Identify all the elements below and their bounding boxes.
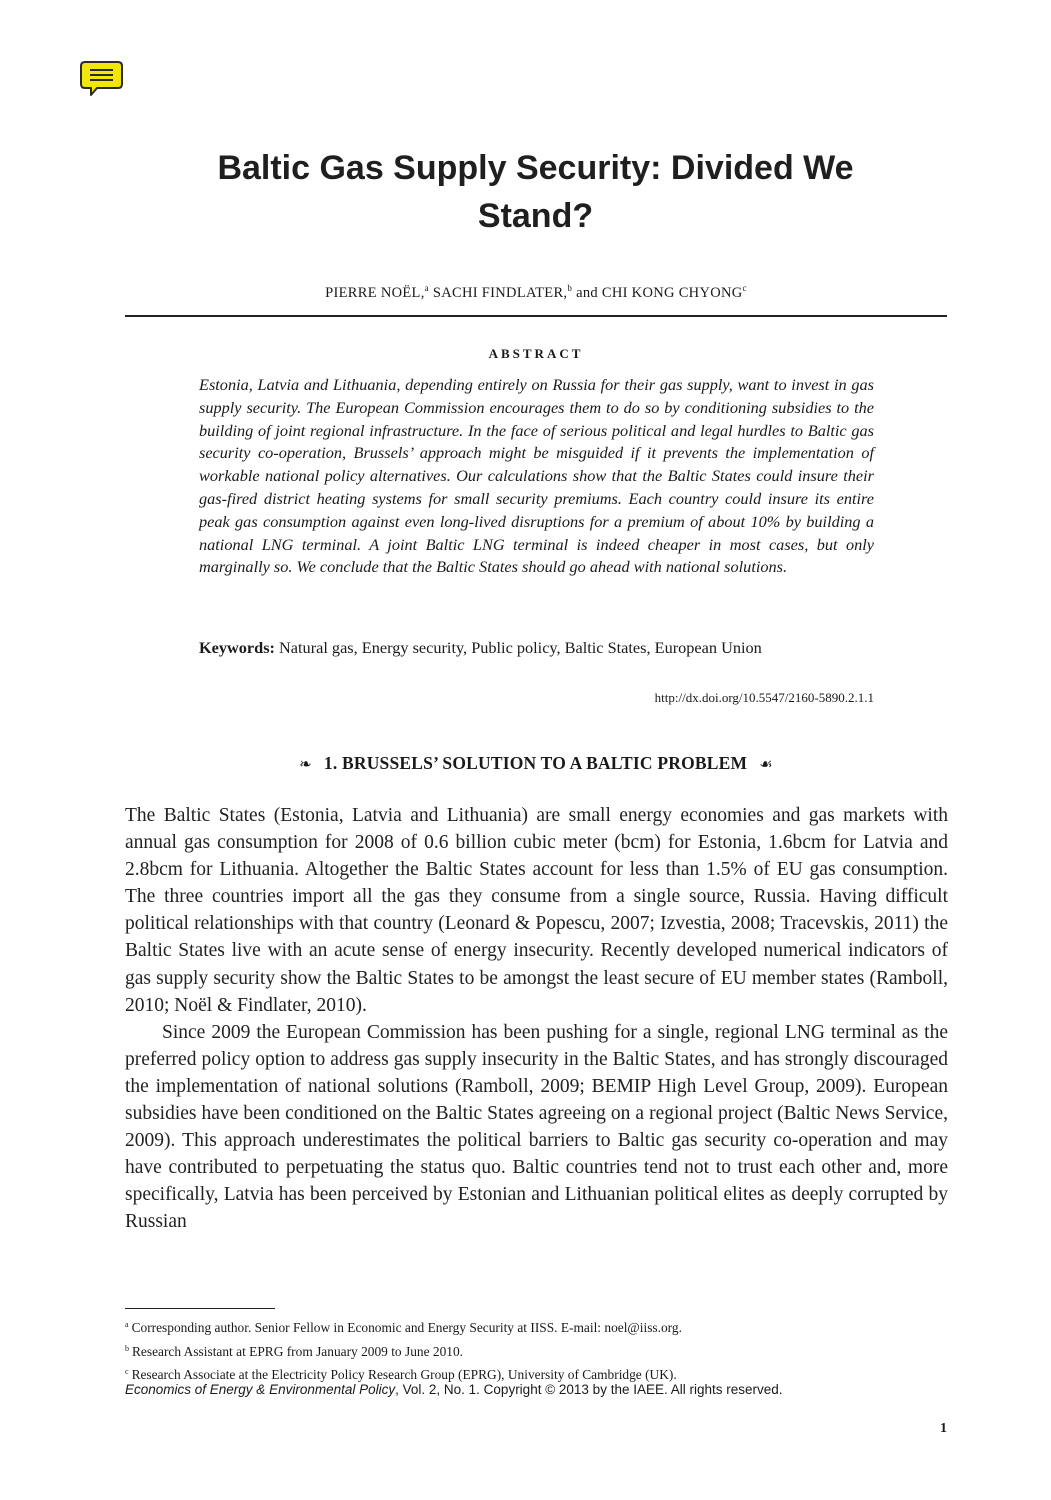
author-separator: and	[576, 285, 598, 301]
journal-citation	[125, 1382, 947, 1397]
footnote	[125, 1339, 947, 1363]
author-name: CHI KONG CHYONG	[601, 285, 743, 301]
section-heading	[125, 753, 947, 774]
footnote-mark: b	[125, 1343, 129, 1353]
author-name: PIERRE NOËL,	[325, 285, 425, 301]
body-text	[125, 802, 948, 1236]
paragraph: The Baltic States (Estonia, Latvia and Lithuania) are small energy economies and gas markets with annual gas consumption for 2008 of 0.6 billion cubic meter (bcm) for Estonia, 1.6bcm for Latvia and 2.8bcm for Lithuania. Altogether the Baltic States account for less than 1.5% of EU gas consumption. The three countries import all the gas they consume from a single source, Russia. Having difficult political relationships with that country (Leonard & Popescu, 2007; Izvestia, 2008; Tracevskis, 2011) the Baltic States live with an acute sense of energy insecurity. Recently developed numerical indicators of gas supply security show the Baltic States to be amongst the least secure of EU member states (Ramboll, 2010; Noël & Findlater, 2010).	[125, 805, 948, 1016]
footnote	[125, 1315, 947, 1339]
author-list	[125, 283, 947, 302]
abstract-heading: ABSTRACT	[488, 346, 584, 361]
author-name: SACHI FINDLATER,	[432, 285, 568, 301]
doi-link[interactable]: http://dx.doi.org/10.5547/2160-5890.2.1.1	[654, 690, 874, 705]
ornament-right-icon: ☙	[759, 757, 773, 773]
journal-details: , Vol. 2, No. 1. Copyright © 2013 by the IAEE. All rights reserved.	[395, 1382, 783, 1397]
page-number: 1	[940, 1421, 947, 1436]
author-affiliation-mark: c	[742, 283, 747, 293]
footnote-divider	[125, 1308, 275, 1309]
comment-note-icon[interactable]	[80, 60, 124, 98]
header-divider	[125, 315, 947, 317]
footnote-text: Corresponding author. Senior Fellow in Economic and Energy Security at IISS. E-mail: noel@iiss.org.	[131, 1320, 682, 1335]
paragraph: Since 2009 the European Commission has been pushing for a single, regional LNG terminal as the preferred policy option to address gas supply insecurity in the Baltic States, and has strongly discouraged the implementation of national solutions (Ramboll, 2009; BEMIP High Level Group, 2009). European subsidies have been conditioned on the Baltic States agreeing on a regional project (Baltic News Service, 2009). This approach underestimates the political barriers to Baltic gas security co-operation and may have contributed to perpetuating the status quo. Baltic countries tend not to trust each other and, more specifically, Latvia has been perceived by Estonian and Lithuanian political elites as deeply corrupted by Russian	[125, 1021, 948, 1233]
footnote-text: Research Assistant at EPRG from January 2009 to June 2010.	[132, 1343, 463, 1359]
footnote-mark: c	[125, 1367, 129, 1377]
section-title: 1. BRUSSELS’ SOLUTION TO A BALTIC PROBLEM	[323, 753, 748, 773]
footnote-text: Research Associate at the Electricity Policy Research Group (EPRG), University of Cambridge (UK).	[131, 1367, 677, 1383]
footnotes	[125, 1315, 947, 1386]
keywords-label: Keywords:	[199, 638, 275, 657]
keywords	[199, 636, 874, 659]
abstract-text: Estonia, Latvia and Lithuania, depending entirely on Russia for their gas supply, want to invest in gas supply security. The European Commission encourages them to do so by conditioning subsidies to the building of joint regional infrastructure. In the face of serious political and legal hurdles to Baltic gas security co-operation, Brussels’ approach might be misguided if it prevents the implementation of workable national policy alternatives. Our calculations show that the Baltic States could insure their gas-fired district heating systems for small security premiums. Each country could insure its entire peak gas consumption against even long-lived disruptions for a premium of about 10% by building a national LNG terminal. A joint Baltic LNG terminal is indeed cheaper in most cases, but only marginally so. We conclude that the Baltic States should go ahead with national solutions.	[199, 375, 874, 577]
author-affiliation-mark: a	[424, 283, 429, 293]
journal-name: Economics of Energy & Environmental Policy	[125, 1382, 396, 1397]
keywords-text: Natural gas, Energy security, Public policy, Baltic States, European Union	[279, 638, 762, 657]
paper-title: Baltic Gas Supply Security: Divided We Stand?	[217, 149, 854, 235]
ornament-left-icon: ❧	[299, 757, 312, 773]
footnote-mark: a	[125, 1320, 129, 1329]
author-affiliation-mark: b	[567, 283, 573, 293]
